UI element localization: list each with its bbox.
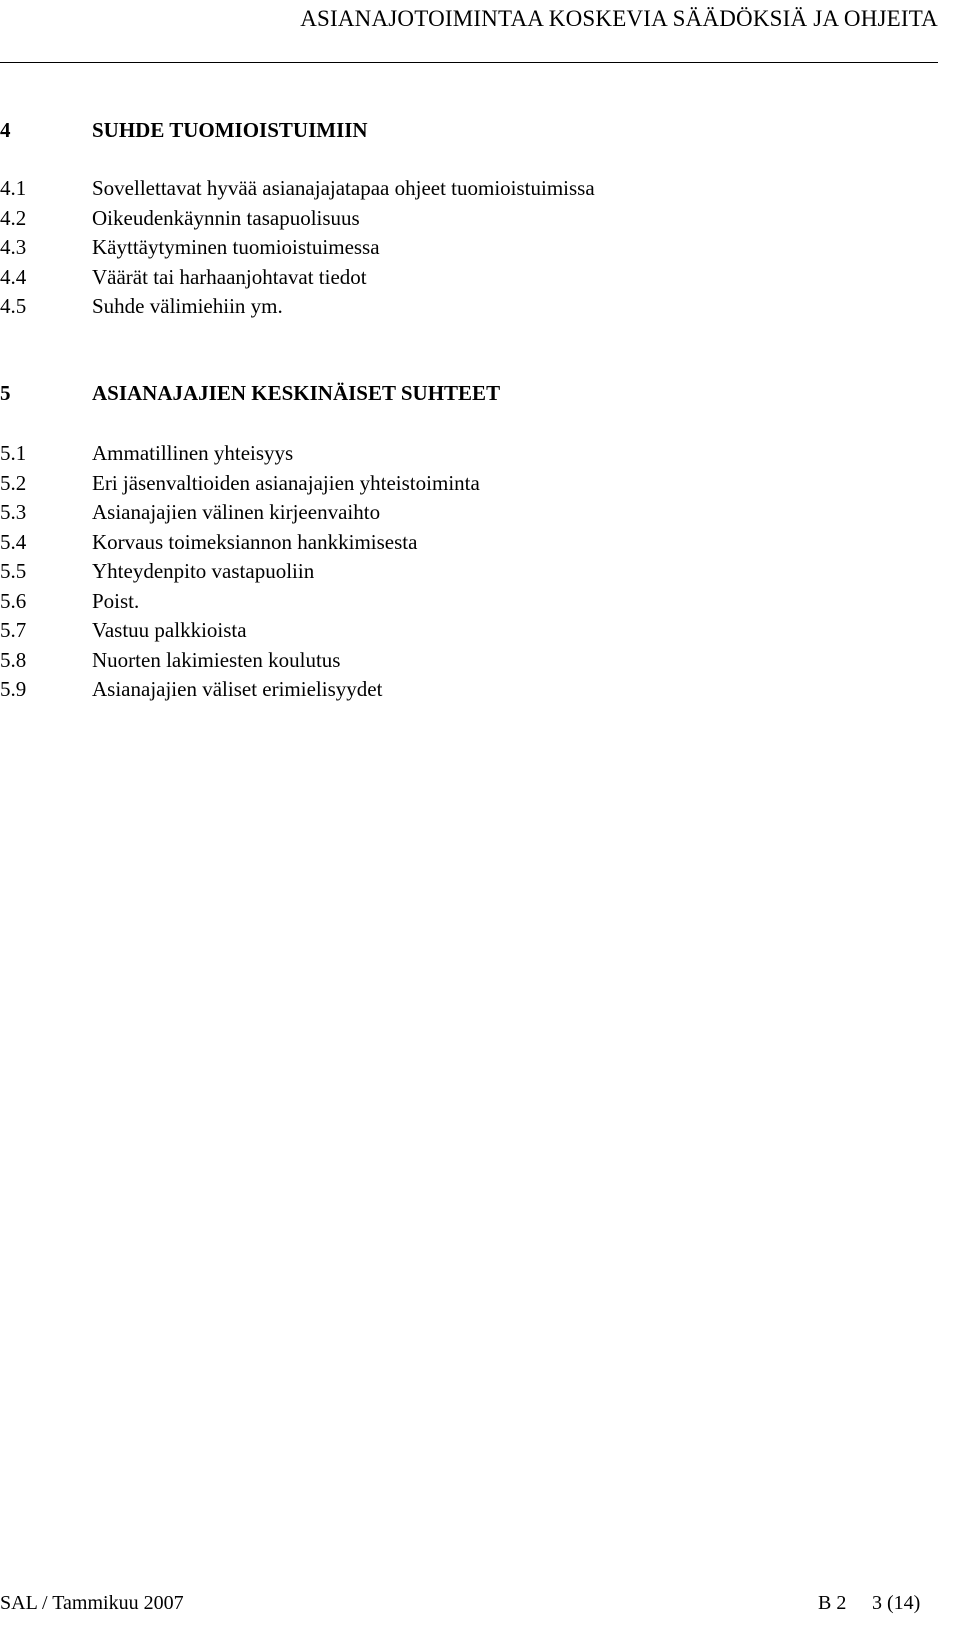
item-number: 4.1 (0, 176, 27, 200)
item-number: 4.2 (0, 205, 27, 230)
item-number: 5.7 (0, 618, 27, 642)
item-number: 5.4 (0, 529, 27, 554)
item-number: 5.5 (0, 559, 27, 583)
item-title: Asianajajien väliset erimielisyydet (92, 677, 383, 701)
item-title: Väärät tai harhaanjohtavat tiedot (92, 264, 367, 289)
item-title: Nuorten lakimiesten koulutus (92, 647, 341, 672)
item-title: Poist. (92, 588, 140, 613)
section-title: ASIANAJAJIEN KESKINÄISET SUHTEET (92, 381, 501, 405)
item-number: 5.3 (0, 500, 27, 524)
item-title: Ammatillinen yhteisyys (92, 441, 294, 465)
item-number: 5.6 (0, 588, 27, 613)
item-title: Asianajajien välinen kirjeenvaihto (92, 500, 381, 524)
item-number: 5.2 (0, 470, 27, 495)
item-number: 4.3 (0, 235, 27, 259)
item-number: 5.1 (0, 441, 27, 465)
item-number: 4.5 (0, 294, 27, 318)
section-number: 4 (0, 118, 11, 142)
item-title: Sovellettavat hyvää asianajajatapaa ohjeet tuomioistuimissa (92, 176, 595, 200)
item-number: 4.4 (0, 264, 27, 289)
item-title: Eri jäsenvaltioiden asianajajien yhteistoiminta (92, 470, 480, 495)
item-number: 5.8 (0, 647, 27, 672)
item-title: Oikeudenkäynnin tasapuolisuus (92, 205, 360, 230)
footer-document-code: B 2 (818, 1592, 847, 1614)
item-title: Käyttäytyminen tuomioistuimessa (92, 235, 380, 259)
footer-publisher-date: SAL / Tammikuu 2007 (0, 1592, 184, 1614)
item-title: Yhteydenpito vastapuoliin (92, 559, 315, 583)
section-title: SUHDE TUOMIOISTUIMIIN (92, 118, 368, 142)
section-number: 5 (0, 381, 11, 405)
footer-page-number: 3 (14) (872, 1592, 921, 1614)
item-title: Vastuu palkkioista (92, 618, 247, 642)
item-title: Suhde välimiehiin ym. (92, 294, 283, 318)
item-title: Korvaus toimeksiannon hankkimisesta (92, 529, 418, 554)
item-number: 5.9 (0, 677, 27, 701)
header-rule (0, 62, 938, 63)
running-header: ASIANAJOTOIMINTAA KOSKEVIA SÄÄDÖKSIÄ JA OHJEITA (300, 6, 938, 31)
